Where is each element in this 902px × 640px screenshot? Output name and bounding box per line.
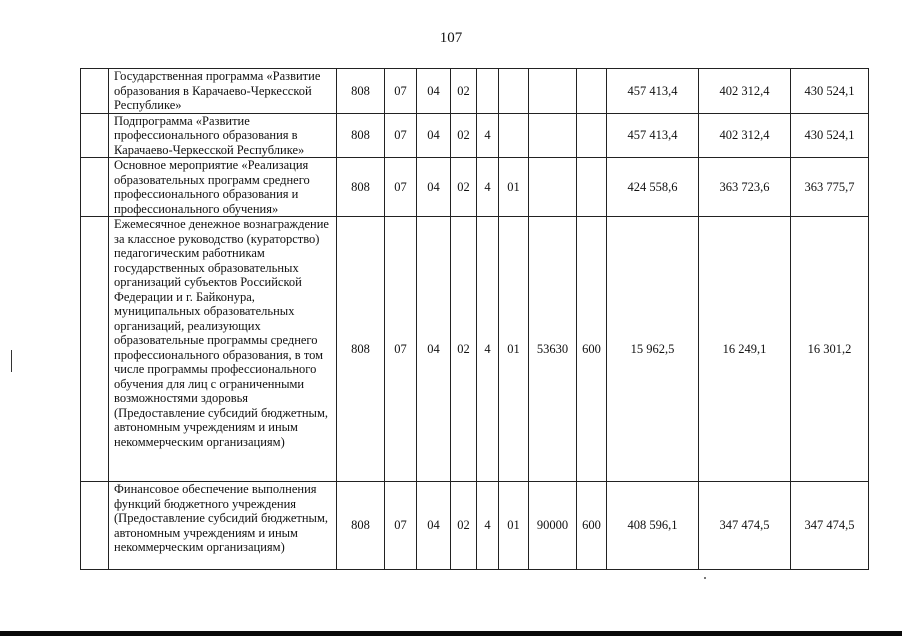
- direction-code: [529, 69, 577, 114]
- expense-type-code: [577, 113, 607, 158]
- subsection-code: 04: [417, 113, 451, 158]
- amount-2020: 363 723,6: [699, 158, 791, 217]
- scan-margin-mark: [11, 350, 12, 372]
- subprogram-code: 4: [477, 113, 499, 158]
- amount-2019: 424 558,6: [607, 158, 699, 217]
- table-row: [81, 69, 869, 114]
- program-code: 02: [451, 217, 477, 482]
- amount-2021: 363 775,7: [791, 158, 869, 217]
- amount-2021: 430 524,1: [791, 113, 869, 158]
- page-number: 107: [439, 30, 463, 46]
- number-cell: [81, 217, 109, 482]
- row-name: Ежемесячное денежное вознаграждение за классное руководство (кураторство) педагогическим работникам государственных образовательных организаций субъектов Российской Федерации и г. Байконура, муниципальных образовательных организаций, реализующих образовательные программы среднего профессионального образования, в том числе программы профессионального обучения для лиц с ограниченными возможностями здоровья (Предоставление субсидий бюджетным, автономным учреждениям и иным некоммерческим организациям): [109, 217, 337, 482]
- program-code: 02: [451, 482, 477, 570]
- section-code: 07: [385, 482, 417, 570]
- expense-type-code: 600: [577, 482, 607, 570]
- scan-speck: [704, 577, 706, 579]
- amount-2020: 16 249,1: [699, 217, 791, 482]
- number-cell: [81, 113, 109, 158]
- expense-type-code: 600: [577, 217, 607, 482]
- amount-2020: 402 312,4: [699, 69, 791, 114]
- ministry-code: 808: [337, 217, 385, 482]
- section-code: 07: [385, 69, 417, 114]
- direction-code: [529, 158, 577, 217]
- event-code: 01: [499, 482, 529, 570]
- subprogram-code: 4: [477, 482, 499, 570]
- subprogram-code: 4: [477, 217, 499, 482]
- subsection-code: 04: [417, 217, 451, 482]
- direction-code: [529, 113, 577, 158]
- amount-2019: 15 962,5: [607, 217, 699, 482]
- amount-2021: 347 474,5: [791, 482, 869, 570]
- subprogram-code: [477, 69, 499, 114]
- table-row: [81, 217, 869, 482]
- table-row: [81, 482, 869, 570]
- section-code: 07: [385, 113, 417, 158]
- number-cell: [81, 158, 109, 217]
- row-name: Подпрограмма «Развитие профессионального образования в Карачаево-Черкесской Республике»: [109, 113, 337, 158]
- table-row: [81, 113, 869, 158]
- ministry-code: 808: [337, 482, 385, 570]
- table-row: [81, 158, 869, 217]
- number-cell: [81, 482, 109, 570]
- amount-2020: 402 312,4: [699, 113, 791, 158]
- direction-code: 53630: [529, 217, 577, 482]
- row-name: Финансовое обеспечение выполнения функций бюджетного учреждения (Предоставление субсидий бюджетным, автономным учреждениям и иным некоммерческим организациям): [109, 482, 337, 570]
- expense-type-code: [577, 69, 607, 114]
- expense-type-code: [577, 158, 607, 217]
- amount-2019: 408 596,1: [607, 482, 699, 570]
- row-name: Основное мероприятие «Реализация образовательных программ среднего профессионального образования и профессионального обучения»: [109, 158, 337, 217]
- subprogram-code: 4: [477, 158, 499, 217]
- event-code: [499, 69, 529, 114]
- ministry-code: 808: [337, 69, 385, 114]
- subsection-code: 04: [417, 69, 451, 114]
- event-code: 01: [499, 217, 529, 482]
- ministry-code: 808: [337, 158, 385, 217]
- subsection-code: 04: [417, 158, 451, 217]
- number-cell: [81, 69, 109, 114]
- scan-bottom-edge: [0, 631, 902, 636]
- program-code: 02: [451, 113, 477, 158]
- amount-2019: 457 413,4: [607, 113, 699, 158]
- amount-2021: 430 524,1: [791, 69, 869, 114]
- row-name: Государственная программа «Развитие образования в Карачаево-Черкесской Республике»: [109, 69, 337, 114]
- program-code: 02: [451, 158, 477, 217]
- budget-table: [80, 68, 869, 570]
- direction-code: 90000: [529, 482, 577, 570]
- event-code: [499, 113, 529, 158]
- event-code: 01: [499, 158, 529, 217]
- section-code: 07: [385, 217, 417, 482]
- subsection-code: 04: [417, 482, 451, 570]
- section-code: 07: [385, 158, 417, 217]
- amount-2021: 16 301,2: [791, 217, 869, 482]
- amount-2020: 347 474,5: [699, 482, 791, 570]
- amount-2019: 457 413,4: [607, 69, 699, 114]
- ministry-code: 808: [337, 113, 385, 158]
- program-code: 02: [451, 69, 477, 114]
